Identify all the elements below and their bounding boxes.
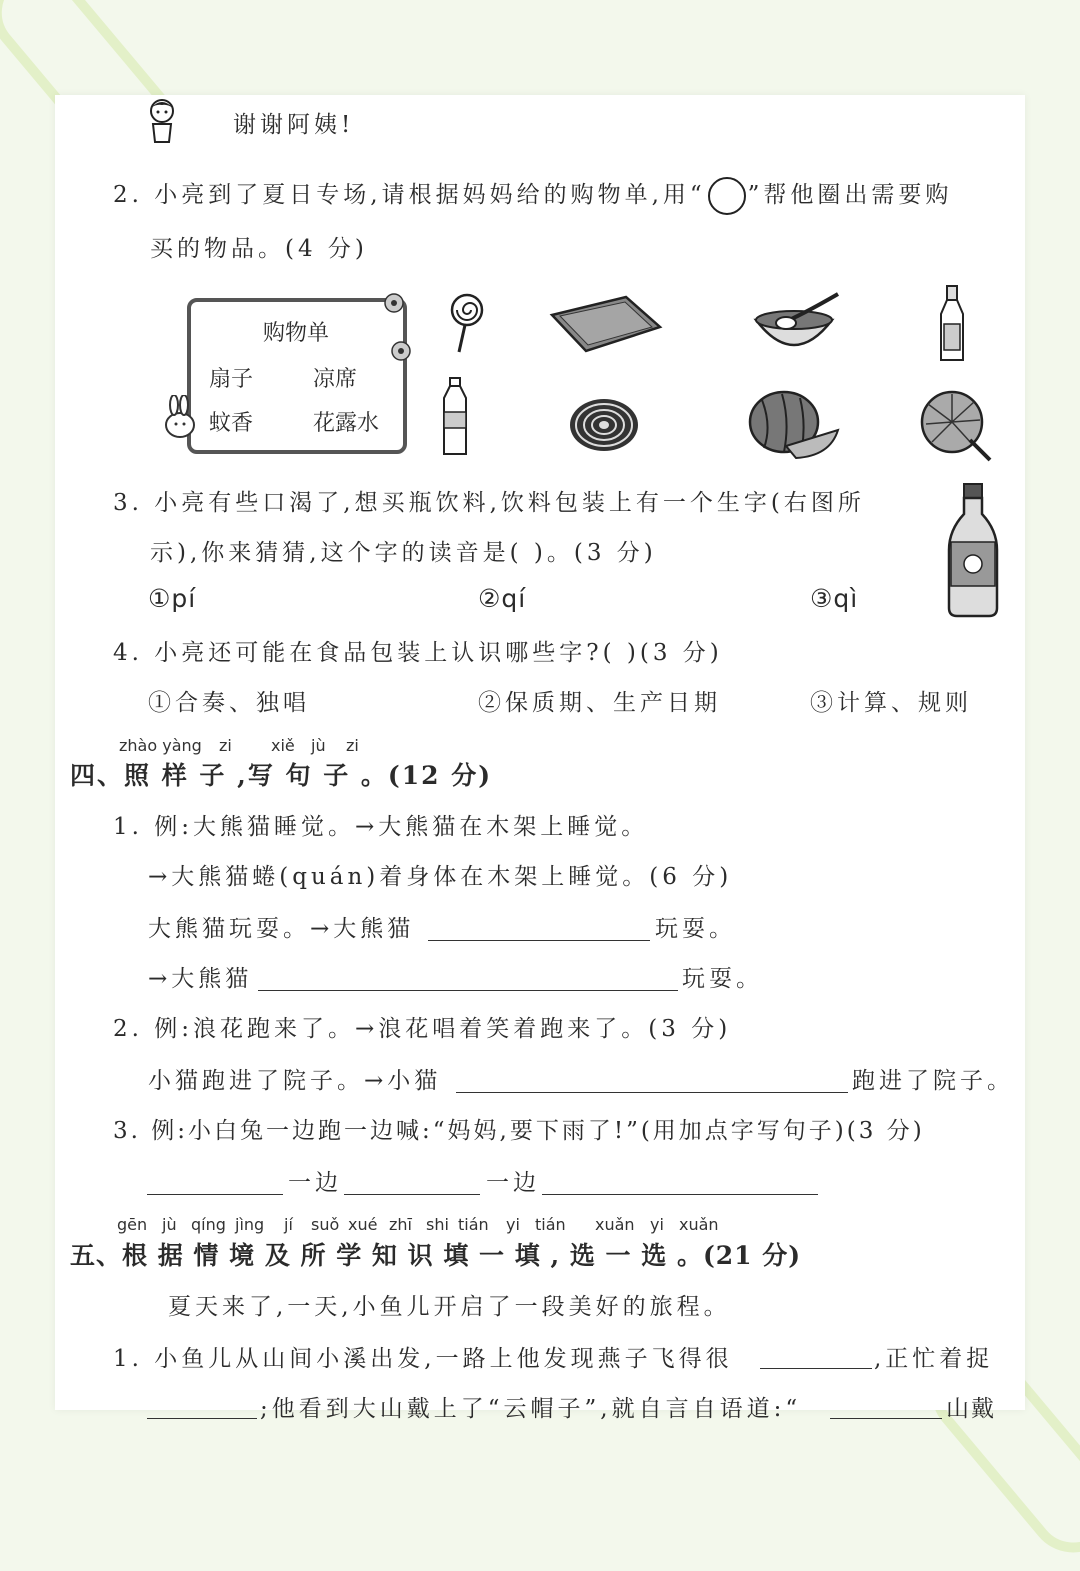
answer-blank[interactable] [147,1194,283,1195]
answer-blank[interactable] [428,940,650,941]
s5-q1-part-d: 山戴 [946,1396,996,1422]
answer-blank[interactable] [456,1092,848,1093]
q3-line1: 3. 小亮有些口渴了,想买瓶饮料,饮料包装上有一个生字(右图所 [113,490,865,516]
s4-exercise-3-word: 一边 [288,1170,342,1196]
flower-icon [383,292,405,314]
s5-q1-part-c: ;他看到大山戴上了“云帽子”,就自言自语道:“ [260,1396,802,1422]
s4-exercise-1c-prefix: 大熊猫玩耍。→大熊猫 [148,916,415,942]
s5-intro: 夏天来了,一天,小鱼儿开启了一段美好的旅程。 [168,1294,731,1320]
pinyin: zhào yàng [119,736,202,755]
answer-blank[interactable] [147,1418,257,1419]
s4-example-2: 2. 例:浪花跑来了。→浪花唱着笑着跑来了。(3 分) [113,1016,732,1042]
s4-exercise-1d-prefix: →大熊猫 [148,966,253,992]
straw-mat-icon [548,293,664,355]
s4-exercise-2-prefix: 小猫跑进了院子。→小猫 [148,1068,442,1094]
shopping-list-card [187,298,407,454]
flower-icon [390,340,412,362]
s4-exercise-1d-suffix: 玩耍。 [682,966,763,992]
q3-option: ③qì [810,584,859,613]
q3-option: ①pí [148,584,197,613]
drink-bottle-icon [945,480,1001,620]
mosquito-coil-icon [568,393,642,453]
pinyin: xué [348,1215,378,1234]
pinyin: gēn [117,1215,148,1234]
pinyin: xuǎn [679,1215,719,1234]
pinyin: jí [284,1215,293,1234]
s5-q1-part-a: 1. 小鱼儿从山间小溪出发,一路上他发现燕子飞得很 [113,1346,733,1372]
intro-text: 谢谢阿姨! [233,112,355,138]
pinyin: zi [219,736,232,755]
answer-blank[interactable] [830,1418,942,1419]
lollipop-icon [445,292,489,354]
s4-exercise-2-suffix: 跑进了院子。 [852,1068,1014,1094]
pinyin: jìng [235,1215,265,1234]
q3-option: ②qí [478,584,527,613]
porridge-bowl-icon [750,290,844,360]
pinyin: tián [535,1215,566,1234]
q4-option: ③计算、规则 [810,690,972,716]
shopping-list-item: 蚊香 [209,411,254,436]
q2-line1-end: ”帮他圈出需要购 [747,182,953,208]
answer-blank[interactable] [258,990,678,991]
s5-q1-part-b: ,正忙着捉 [874,1346,994,1372]
q2-line2: 买的物品。(4 分) [150,236,368,262]
s4-example-1b: →大熊猫蜷(quán)着身体在木架上睡觉。(6 分) [148,864,733,890]
answer-blank[interactable] [542,1194,818,1195]
boy-icon [145,98,179,146]
water-bottle-icon [440,376,470,458]
circle-symbol-icon [708,177,746,215]
q2-line1-text: 2. 小亮到了夏日专场,请根据妈妈给的购物单,用“ [113,182,706,208]
s4-example-3: 3. 例:小白兔一边跑一边喊:“妈妈,要下雨了!”(用加点字写句子)(3 分) [113,1118,925,1144]
pinyin: zhī [389,1215,412,1234]
shopping-list-item: 扇子 [209,367,254,392]
pinyin: jù [311,736,326,755]
fan-icon [918,390,994,464]
s4-example-1: 1. 例:大熊猫睡觉。→大熊猫在木架上睡觉。 [113,814,649,840]
pinyin: yi [506,1215,520,1234]
pinyin: yi [650,1215,664,1234]
pinyin: xuǎn [595,1215,635,1234]
section5-title: 五、根 据 情 境 及 所 学 知 识 填 一 填 , 选 一 选 。(21 分) [70,1241,802,1270]
watermelon-icon [742,386,842,462]
s4-exercise-3-word: 一边 [486,1170,540,1196]
pinyin: jù [162,1215,177,1234]
answer-blank[interactable] [760,1368,872,1369]
q3-line2: 示),你来猜猜,这个字的读音是( )。(3 分) [150,540,657,566]
pinyin: xiě [271,736,295,755]
pinyin: zi [346,736,359,755]
shopping-list-item: 凉席 [313,367,358,392]
rabbit-icon [150,395,200,443]
pinyin: shi [426,1215,449,1234]
q4-line1: 4. 小亮还可能在食品包装上认识哪些字?( )(3 分) [113,640,723,666]
pinyin: tián [458,1215,489,1234]
pinyin: suǒ [311,1215,340,1234]
q4-option: ②保质期、生产日期 [478,690,721,716]
q4-option: ①合奏、独唱 [148,690,310,716]
pinyin: qíng [191,1215,226,1234]
section4-title: 四、照 样 子 ,写 句 子 。(12 分) [70,761,493,790]
shopping-list-title: 购物单 [263,321,330,346]
q2-line1 [113,176,952,215]
s4-exercise-1c-suffix: 玩耍。 [655,916,736,942]
sauce-bottle-icon [935,284,969,364]
shopping-list-item: 花露水 [313,411,380,436]
answer-blank[interactable] [344,1194,480,1195]
